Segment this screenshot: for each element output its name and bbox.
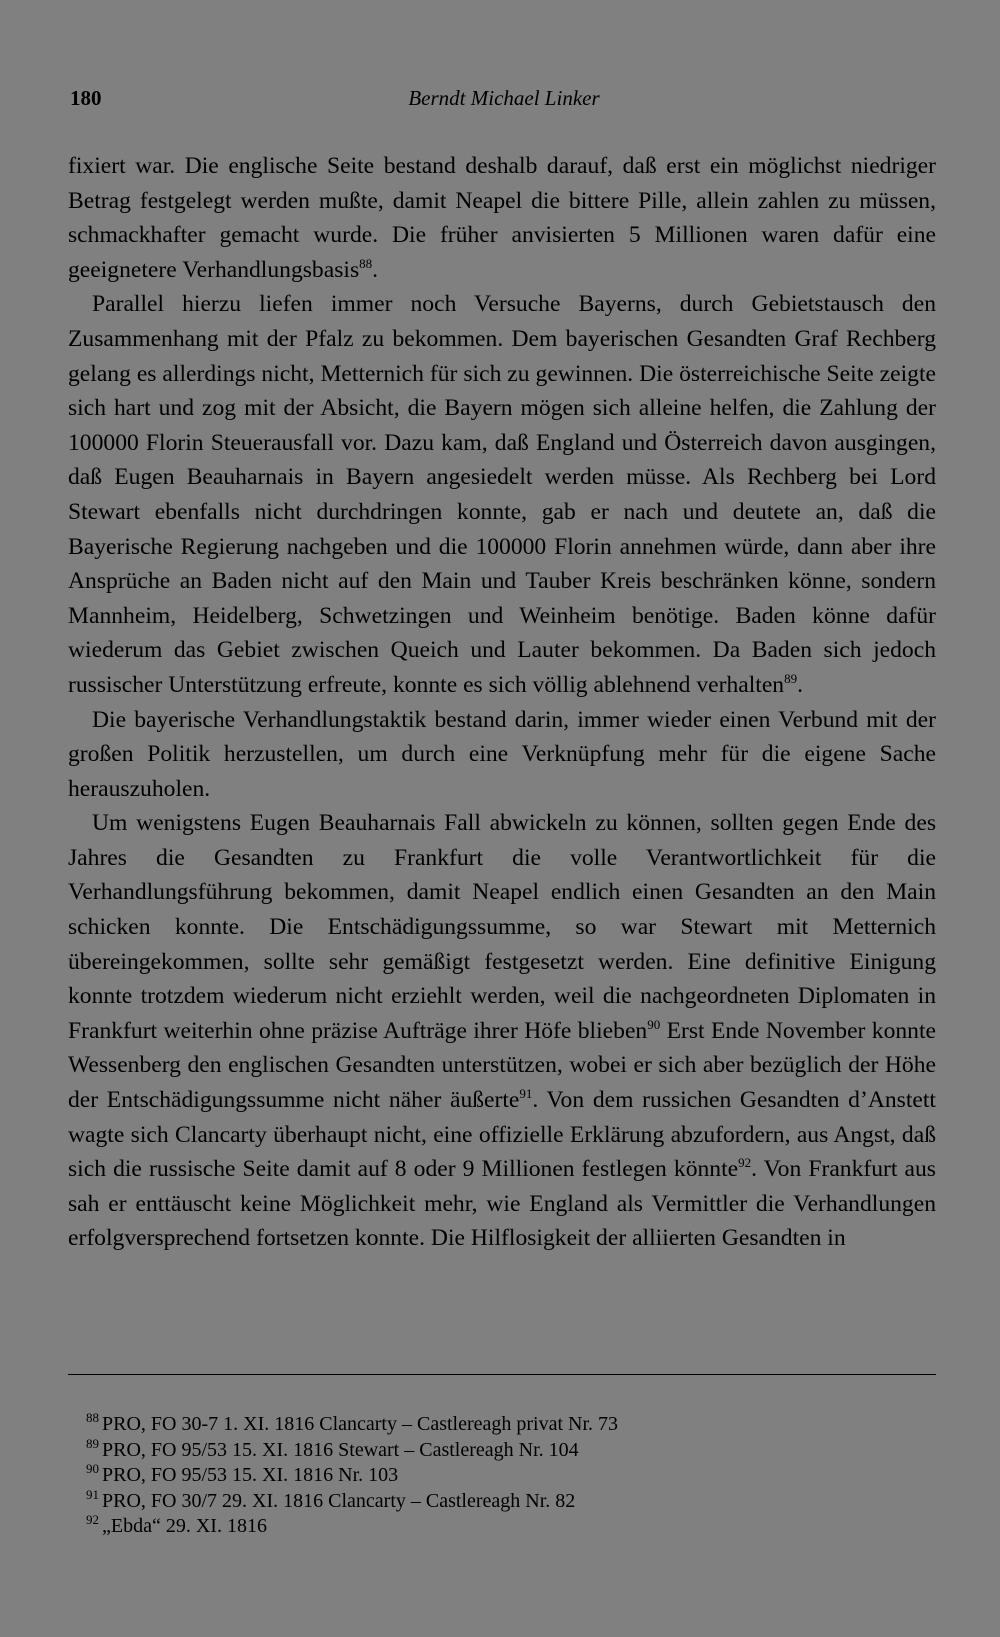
paragraph-2 bbox=[68, 287, 936, 702]
paragraph-4 bbox=[68, 806, 936, 1256]
text-segment: Parallel hierzu liefen immer noch Versuche Bayerns, durch Gebietstausch den Zusammenhang mit der Pfalz zu bekommen. Dem bayerischen Gesandten Graf Rechberg gelang es allerdings nicht, Metternich für sich zu gewinnen. Die österreichische Seite zeigte sich hart und zog mit der Absicht, die Bayern mögen sich alleine helfen, die Zahlung der 100000 Florin Steuerausfall vor. Dazu kam, daß England und Österreich davon ausgingen, daß Eugen Beauharnais in Bayern angesiedelt werden müsse. Als Rechberg bei Lord Stewart ebenfalls nicht durchdringen konnte, gab er nach und deutete an, daß die Bayerische Regierung nachgeben und die 100000 Florin annehmen würde, dann aber ihre Ansprüche an Baden nicht auf den Main und Tauber Kreis beschränken könne, sondern Mannheim, Heidelberg, Schwetzingen und Weinheim benötige. Baden könne dafür wiederum das Gebiet zwischen Queich und Lauter bekommen. Da Baden sich jedoch russischer Unterstützung erfreute, konnte es sich völlig ablehnend verhalten bbox=[68, 291, 936, 698]
text-segment: . bbox=[797, 671, 804, 698]
text-segment: . Von dem russichen Gesandten d’Anstett wagte sich Clancarty überhaupt nicht, eine offizielle Erklärung abzufordern, aus Angst, daß sich die russische Seite damit auf 8 oder 9 Millionen festlegen könnte bbox=[68, 1087, 936, 1183]
footnote-text: PRO, FO 30-7 1. XI. 1816 Clancarty – Castlereagh privat Nr. 73 bbox=[102, 1413, 619, 1435]
text-segment: . Von Frankfurt aus sah er enttäuscht keine Möglichkeit mehr, wie England als Vermittler die Verhandlungen erfolgversprechend fortsetzen konnte. Die Hilflosigkeit der alliierten Gesandten in bbox=[68, 1156, 936, 1252]
running-head-author: Berndt Michael Linker bbox=[408, 86, 600, 110]
footnote-88 bbox=[86, 1412, 936, 1438]
text-segment: Erst Ende November konnte Wessenberg den englischen Gesandten unterstützen, wobei er sich aber bezüglich der Höhe der Entschädigungssumme nicht näher äußerte bbox=[68, 1017, 937, 1114]
footnote-number: 89 bbox=[86, 1435, 99, 1451]
page-header bbox=[70, 86, 938, 116]
main-text bbox=[68, 149, 936, 1256]
footnote-90 bbox=[86, 1463, 936, 1489]
footnote-ref-90: 90 bbox=[647, 1016, 661, 1032]
text-segment: Die bayerische Verhandlungstaktik bestand darin, immer wieder einen Verbund mit der großen Politik herzustellen, um durch eine Verknüpfung mehr für die eigene Sache herauszuholen. bbox=[68, 706, 936, 802]
footnote-ref-91: 91 bbox=[519, 1086, 533, 1102]
footnote-ref-92: 92 bbox=[738, 1155, 752, 1171]
footnote-92 bbox=[86, 1514, 936, 1540]
footnote-text: PRO, FO 30/7 29. XI. 1816 Clancarty – Castlereagh Nr. 82 bbox=[102, 1489, 576, 1512]
paragraph-3 bbox=[68, 703, 936, 807]
footnote-text: PRO, FO 95/53 15. XI. 1816 Nr. 103 bbox=[102, 1464, 399, 1486]
footnote-number: 91 bbox=[86, 1486, 99, 1502]
footnote-89 bbox=[86, 1435, 936, 1464]
text-segment: . bbox=[372, 256, 379, 283]
footnote-number: 88 bbox=[86, 1410, 99, 1426]
text-segment: fixiert war. Die englische Seite bestand deshalb darauf, daß erst ein möglichst niedriger Betrag festgelegt werden mußte, damit Neapel die bittere Pille, allein zahlen zu müssen, schmackhafter gemacht wurde. Die früher anvisierten 5 Millionen waren dafür eine geeignetere Verhandlungsbasis bbox=[68, 153, 936, 283]
footnote-text: „Ebda“ 29. XI. 1816 bbox=[102, 1515, 267, 1537]
footnote-number: 90 bbox=[86, 1461, 99, 1477]
footnote-ref-88: 88 bbox=[359, 255, 373, 271]
footnote-divider bbox=[68, 1374, 936, 1375]
page-number: 180 bbox=[70, 86, 102, 110]
footnote-ref-89: 89 bbox=[784, 671, 798, 687]
footnote-number: 92 bbox=[86, 1512, 99, 1528]
text-segment: Um wenigstens Eugen Beauharnais Fall abwickeln zu können, sollten gegen Ende des Jahres die Gesandten zu Frankfurt die volle Verantwortlichkeit für die Verhandlungsführung bekommen, damit Neapel endlich einen Gesandten an den Main schicken konnte. Die Entschädigungssumme, so war Stewart mit Metternich übereingekommen, sollte sehr gemäßigt festgesetzt werden. Eine definitive Einigung konnte trotzdem wiederum nicht erziehlt werden, weil die nachgeordneten Diplomaten in Frankfurt weiterhin ohne präzise Aufträge ihrer Höfe blieben bbox=[68, 810, 936, 1044]
footnote-91 bbox=[86, 1486, 936, 1515]
paragraph-1 bbox=[68, 149, 936, 287]
footnote-text: PRO, FO 95/53 15. XI. 1816 Stewart – Castlereagh Nr. 104 bbox=[102, 1438, 579, 1461]
footnotes bbox=[86, 1412, 936, 1540]
